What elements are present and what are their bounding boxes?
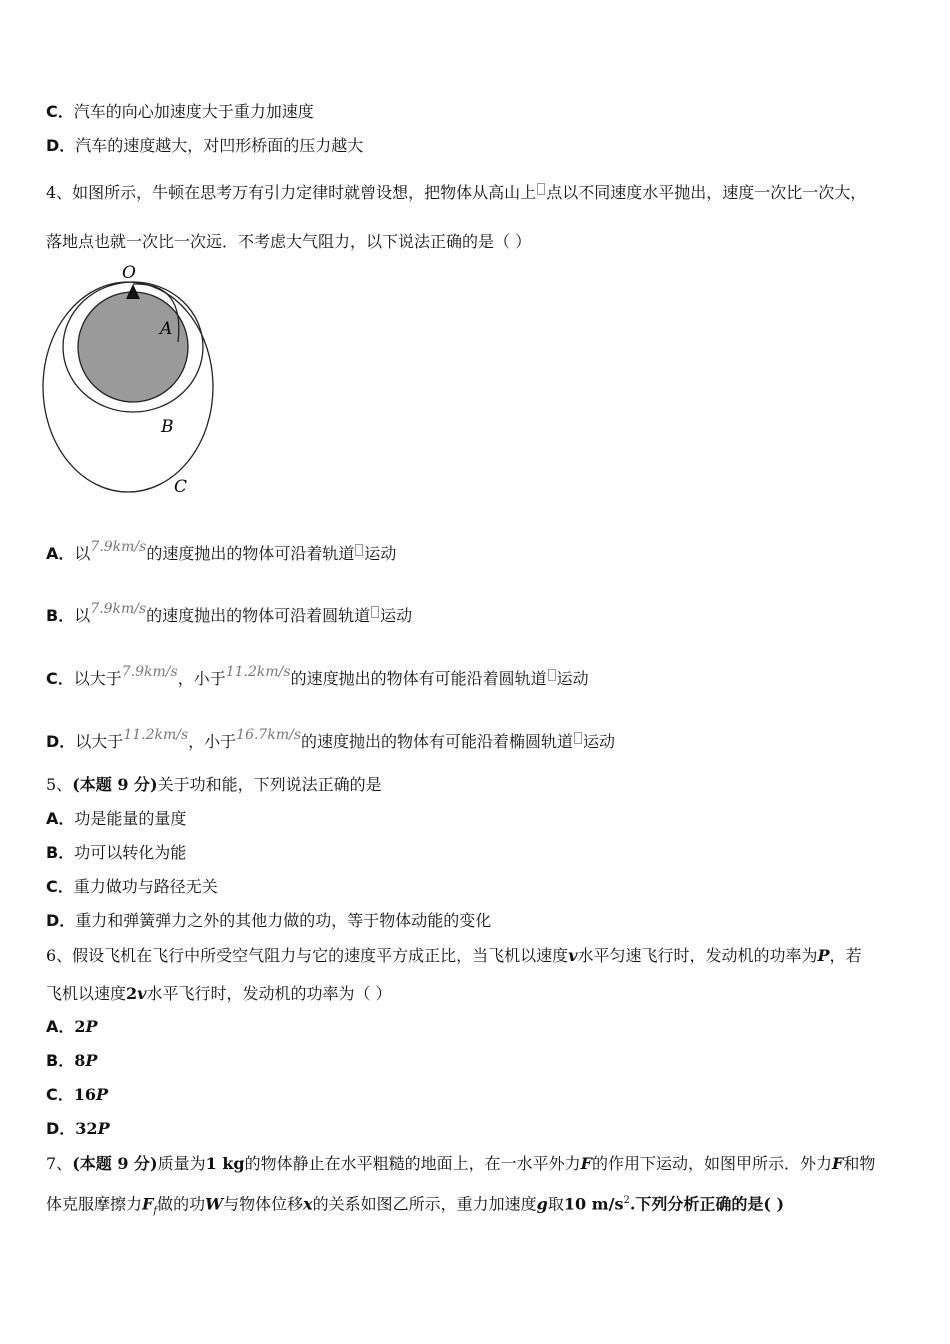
question-text: 取 [547,1194,564,1214]
question-text: 飞机以速度 [46,984,127,1003]
score-tag: (本题 9 分) [72,1154,158,1173]
q3-option-c [46,101,314,123]
missing-glyph-box [574,732,582,744]
option-text: 重力做功与路径无关 [73,877,218,896]
var-x: x [303,1194,313,1214]
var-p: P [817,946,830,965]
option-text: ，小于 [188,732,237,751]
option-text: 重力和弹簧弹力之外的其他力做的功，等于物体动能的变化 [75,911,492,930]
option-text: 汽车的向心加速度大于重力加速度 [73,102,314,121]
q5-option-a [46,808,186,830]
coefficient: 2 [126,984,138,1003]
question-text: 与物体位移 [223,1194,304,1214]
q3-option-d [46,135,363,157]
option-label: A． [46,1017,75,1036]
option-text: 汽车的速度越大，对凹形桥面的压力越大 [75,136,364,155]
var-f: F [832,1154,844,1173]
q4-stem-line2 [46,231,531,253]
score-tag: (本题 9 分) [72,775,158,794]
question-text: 的关系如图乙所示，重力加速度 [312,1194,537,1214]
question-text: 和物 [843,1154,876,1173]
option-text: 以 [74,606,91,625]
g-exponent: 2 [623,1195,630,1206]
var-p: P [85,1017,98,1036]
question-text: ，若 [829,946,862,965]
var-w: W [205,1194,224,1214]
option-label: B． [46,1051,75,1070]
label-c: C [174,477,188,497]
question-text: 关于功和能，下列说法正确的是 [157,775,382,794]
var-ff: F [142,1194,154,1214]
option-label: C． [46,102,74,121]
option-number: 32 [75,1119,98,1138]
q6-option-d [46,1118,110,1140]
var-v: v [137,984,147,1003]
var-f: F [580,1154,592,1173]
q6-option-b [46,1050,97,1072]
option-label: C． [46,669,74,688]
q4-option-c [46,661,589,690]
var-ff-subscript: f [153,1205,158,1217]
option-text: 的速度抛出的物体有可能沿着椭圆轨道 [301,732,574,751]
option-text: ，小于 [177,669,226,688]
var-g: g [536,1194,548,1214]
q5-option-c [46,876,218,898]
option-label: C． [46,877,74,896]
option-label: D． [46,911,76,930]
q5-option-b [46,842,186,864]
speed-value: 16.7km/s [236,727,302,743]
q4-option-b [46,598,412,627]
option-number: 2 [74,1017,86,1036]
question-text: .下列分析正确的是( ) [629,1194,785,1214]
q4-stem-line1 [46,182,866,204]
question-text: 的物体静止在水平粗糙的地面上，在一水平外力 [244,1154,581,1173]
option-text: 的速度抛出的物体可沿着轨道 [146,544,355,563]
option-text: 运动 [364,544,397,563]
option-label: D． [46,136,76,155]
speed-value: 7.9km/s [90,539,147,555]
earth [78,292,188,402]
missing-glyph-box [537,183,545,195]
q6-option-a [46,1016,98,1038]
option-label: A． [46,809,75,828]
question-text: 6、假设飞机在飞行中所受空气阻力与它的速度平方成正比，当飞机以速度 [46,946,569,965]
option-label: D． [46,732,76,751]
q4-stem-text: 落地点也就一次比一次远．不考虑大气阻力，以下说法正确的是（ ） [46,232,532,251]
option-label: C． [46,1085,74,1104]
q4-option-d [46,724,615,753]
question-number: 5、 [46,775,73,794]
option-label: B． [46,606,75,625]
q5-option-d [46,910,491,932]
missing-glyph-box [371,606,379,618]
question-number: 7、 [46,1154,73,1173]
option-number: 16 [73,1085,97,1104]
q7-stem-line1 [46,1153,875,1175]
q4-option-a [46,536,396,565]
question-text: 水平匀速飞行时，发动机的功率为 [577,946,818,965]
g-value: 10 m/s [563,1194,624,1214]
q6-stem-line2 [46,983,392,1005]
question-text: 做的功 [157,1194,206,1214]
label-o: O [122,263,136,283]
label-a: A [160,319,173,339]
question-text: 质量为 [157,1154,206,1173]
q4-stem-text: 4、如图所示，牛顿在思考万有引力定律时就曾设想，把物体从高山上 [46,183,537,202]
missing-glyph-box [548,669,556,681]
label-b: B [161,417,174,437]
question-text: 的作用下运动，如图甲所示．外力 [591,1154,832,1173]
speed-value: 7.9km/s [121,664,178,680]
option-text: 的速度抛出的物体有可能沿着圆轨道 [290,669,547,688]
option-text: 以大于 [75,732,124,751]
orbit-figure [40,262,230,500]
q4-stem-text: 点以不同速度水平抛出，速度一次比一次大， [546,183,867,202]
missing-glyph-box [355,544,363,556]
speed-value: 11.2km/s [123,727,189,743]
var-v: v [568,946,578,965]
question-text: 水平飞行时，发动机的功率为（ ） [146,984,392,1003]
option-text: 功是能量的量度 [74,809,187,828]
speed-value: 7.9km/s [90,601,147,617]
q5-stem [46,774,382,796]
var-p: P [85,1051,98,1070]
option-text: 以大于 [73,669,122,688]
mountain [126,284,140,299]
mass-value: 1 kg [205,1154,245,1173]
option-label: B． [46,843,75,862]
option-number: 8 [74,1051,86,1070]
option-text: 运动 [583,732,616,751]
option-text: 运动 [380,606,413,625]
var-p: P [97,1119,110,1138]
var-p: P [96,1085,109,1104]
q6-option-c [46,1084,108,1106]
option-text: 的速度抛出的物体可沿着圆轨道 [146,606,371,625]
speed-value: 11.2km/s [225,664,291,680]
question-text: 体克服摩擦力 [46,1194,143,1214]
q7-stem-line2 [46,1190,784,1223]
option-text: 以 [74,544,91,563]
option-label: A． [46,544,75,563]
option-text: 运动 [556,669,589,688]
q6-stem-line1 [46,945,862,967]
option-label: D． [46,1119,76,1138]
option-text: 功可以转化为能 [74,843,187,862]
